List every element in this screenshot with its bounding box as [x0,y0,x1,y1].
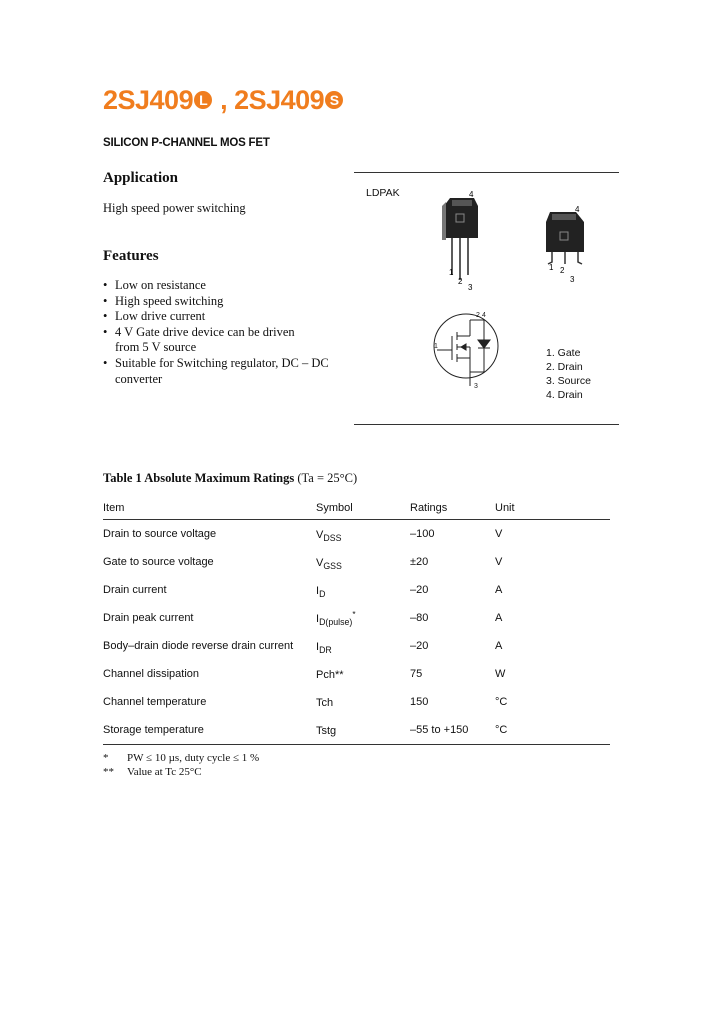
table-row: Body–drain diode reverse drain current $I_{DR}$ –20 A [103,640,503,655]
footnote: * PW ≤ 10 µs, duty cycle ≤ 1 % [103,752,260,764]
list-item: • 4 V Gate drive device can be driven [103,324,295,339]
list-item: converter [115,371,163,386]
features-list [103,278,343,387]
table-caption: Table 1 Absolute Maximum Ratings (Ta = 25°C) [103,471,358,485]
table-header-row [103,497,610,520]
application-text: High speed power switching [103,201,246,215]
header-unit: Unit [495,497,610,520]
package-box-top-rule [354,172,619,173]
application-heading: Application [103,170,179,186]
pin-number-1-s: 1 [549,263,554,272]
ratings-table [103,497,610,745]
header-ratings: Ratings [410,497,495,520]
pin-number-3: 3 [468,283,473,292]
table-row: Drain to source voltage $V_{DSS}$ –100 V [103,528,503,543]
pin-number-2: 2 [458,277,463,286]
pin-number-3-sym: 3 [474,383,478,390]
pin-item: 2. Drain [546,361,583,373]
pin-number-4-s: 4 [575,205,580,214]
pin-number-3-s: 3 [570,275,575,284]
package-name: LDPAK [366,187,400,199]
table-row: Storage temperature Tstg –55 to +150 °C [103,716,610,745]
part-number-1: 2SJ409 [103,85,194,115]
table-row: Drain current $I_D$ –20 A [103,584,503,599]
table-row: Channel dissipation Pch** 75 W [103,668,506,681]
pin-item: 1. Gate [546,347,581,359]
package-l-drawing [442,190,478,292]
list-item: • Low drive current [103,309,206,324]
pin-number-1-sym: 1 [434,343,438,350]
title-separator: , [213,85,235,115]
package-s-drawing [546,205,584,284]
package-box-bottom-rule [354,424,619,425]
header-item: Item [103,497,316,520]
pin-item: 4. Drain [546,389,583,401]
list-item: from 5 V source [115,340,197,355]
device-subtitle: SILICON P-CHANNEL MOS FET [103,137,270,149]
pin-number-2-s: 2 [560,266,565,275]
table-row: Drain peak current $I_{D(pulse)}^*$ –80 A [103,609,503,627]
list-item: • Low on resistance [103,278,206,292]
suffix-badge-s: S [325,91,343,109]
pin-number-4-sym: 4 [482,312,486,319]
footnote: ** Value at Tc 25°C [103,766,202,778]
features-heading: Features [103,248,159,264]
suffix-badge-l: L [194,91,212,109]
pin-list [546,346,591,402]
mosfet-symbol [434,312,498,390]
page-title [103,85,344,116]
table-row: Channel temperature Tch 150 °C [103,696,508,709]
part-number-2: 2SJ409 [234,85,325,115]
header-symbol: Symbol [316,497,410,520]
list-item: • High speed switching [103,293,224,308]
list-item: • Suitable for Switching regulator, DC – DC [103,355,329,370]
pin-number-4: 4 [469,190,474,199]
table-row: Gate to source voltage $V_{GSS}$ ±20 V [103,556,503,571]
pin-item: 3. Source [546,375,591,387]
table-footnotes [103,751,259,779]
pin-number-2-sym: 2 [476,312,480,319]
pin-number-1: 1 [449,268,454,277]
